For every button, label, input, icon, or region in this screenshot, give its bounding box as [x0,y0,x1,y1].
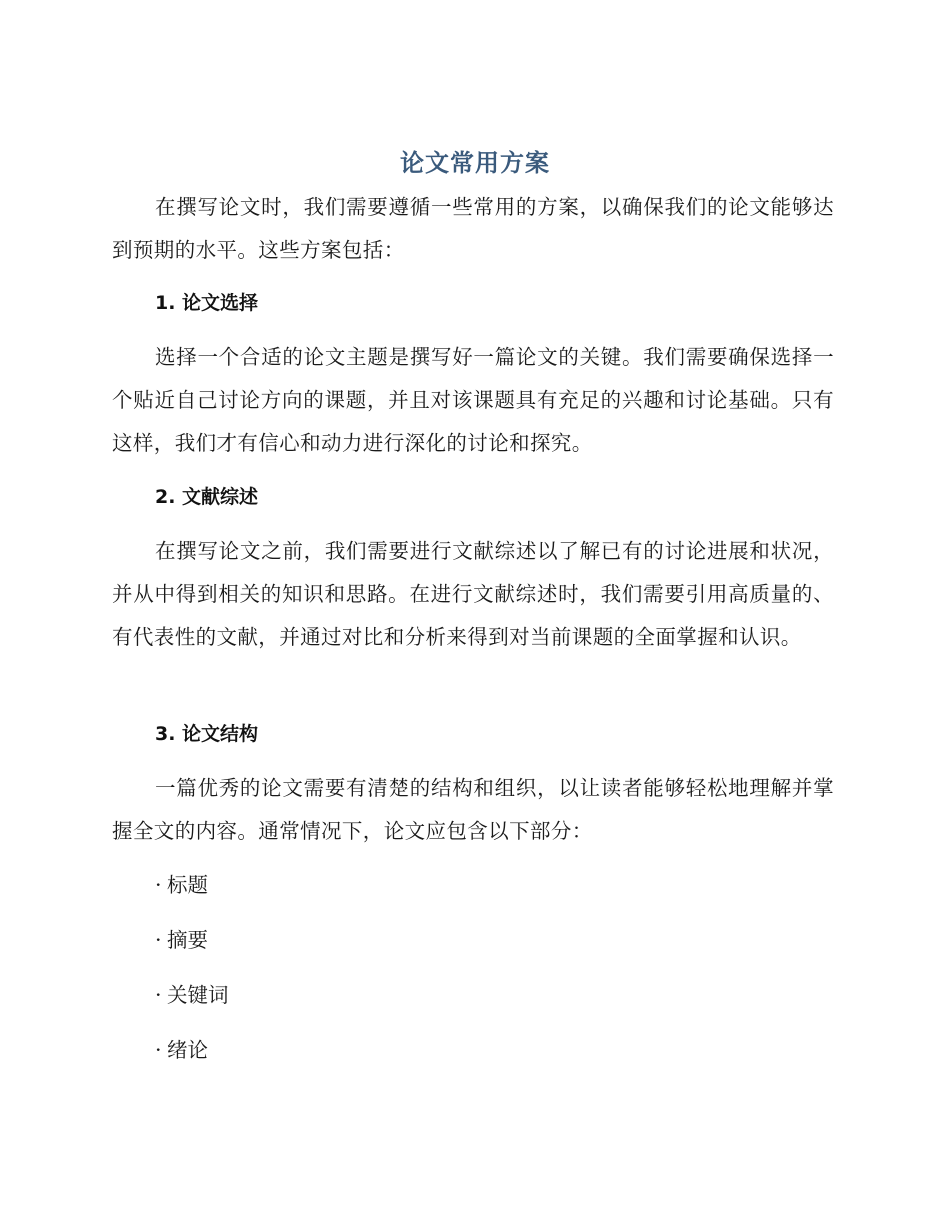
bullet-marker: · [155,928,162,952]
bullet-marker: · [155,1038,162,1062]
section-heading-selection: 1. 论文选择 [155,292,259,314]
list-item-text: 绪论 [167,1038,208,1062]
intro-paragraph: 在撰写论文时，我们需要遵循一些常用的方案，以确保我们的论文能够达到预期的水平。这些方案包括： [112,195,834,262]
list-item-text: 标题 [167,873,208,897]
document-title: 论文常用方案 [400,149,550,177]
bullet-marker: · [155,983,162,1007]
list-item-text: 摘要 [167,928,208,952]
list-item-text: 关键词 [167,983,229,1007]
bullet-marker: · [155,873,162,897]
section-body-structure: 一篇优秀的论文需要有清楚的结构和组织，以让读者能够轻松地理解并掌握全文的内容。通常情况下，论文应包含以下部分： [112,776,834,843]
section-heading-literature: 2. 文献综述 [155,486,259,508]
list-item [155,870,208,900]
list-item [155,1035,208,1065]
section-body-selection: 选择一个合适的论文主题是撰写好一篇论文的关键。我们需要确保选择一个贴近自己讨论方向的课题，并且对该课题具有充足的兴趣和讨论基础。只有这样，我们才有信心和动力进行深化的讨论和探究。 [112,345,834,455]
list-item [155,925,208,955]
section-body-literature: 在撰写论文之前，我们需要进行文献综述以了解已有的讨论进展和状况，并从中得到相关的知识和思路。在进行文献综述时，我们需要引用高质量的、有代表性的文献，并通过对比和分析来得到对当前课题的全面掌握和认识。 [112,539,834,649]
list-item [155,980,229,1010]
section-heading-structure: 3. 论文结构 [155,723,259,745]
